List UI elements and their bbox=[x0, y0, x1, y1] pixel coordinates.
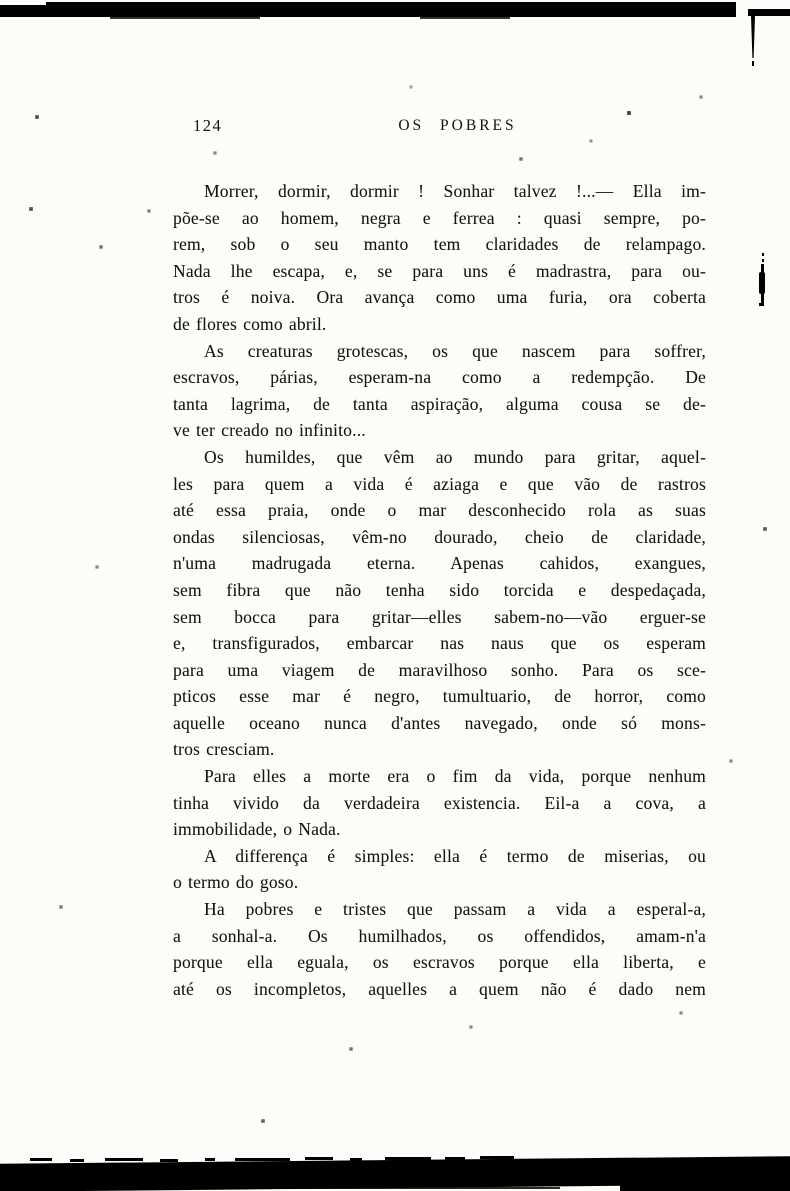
text-line: até essa praia, onde o mar desconhecido rola as suas bbox=[173, 500, 706, 521]
paragraph bbox=[173, 843, 706, 896]
scan-scratch-dash bbox=[350, 1158, 362, 1161]
scan-edge-ragged-mark bbox=[420, 17, 510, 19]
text-line: Para elles a morte era o fim da vida, porque nenhum bbox=[204, 766, 706, 787]
scan-edge-white-notch bbox=[0, 0, 46, 5]
paragraph bbox=[173, 444, 706, 763]
scan-edge-bottom-line bbox=[15, 1187, 560, 1189]
scan-scratch-dash bbox=[235, 1158, 290, 1161]
text-line: a sonhal-a. Os humilhados, os offendidos, amam-n'a bbox=[173, 925, 706, 946]
text-line: n'uma madrugada eterna. Apenas cahidos, exangues, bbox=[173, 553, 706, 574]
text-line: tros é noiva. Ora avança como uma furia, ora coberta bbox=[173, 287, 706, 308]
scan-edge-top-right-dash bbox=[748, 9, 790, 16]
text-line: sem fibra que não tenha sido torcida e despedaçada, bbox=[173, 579, 706, 600]
text-line: As creaturas grotescas, os que nascem para soffrer, bbox=[204, 340, 706, 361]
text-line: e, transfigurados, embarcar nas naus que os esperam bbox=[173, 633, 706, 654]
text-line: rem, sob o seu manto tem claridades de relampago. bbox=[173, 234, 706, 255]
scan-scratch-dash bbox=[30, 1158, 52, 1161]
text-block bbox=[173, 178, 706, 1002]
text-line: A differença é simples: ella é termo de miserias, ou bbox=[204, 845, 706, 866]
text-line: porque ella eguala, os escravos porque ella liberta, e bbox=[173, 952, 706, 973]
text-line: põe-se ao homem, negra e ferrea : quasi sempre, po- bbox=[173, 207, 706, 228]
text-line: ve ter creado no infinito... bbox=[173, 420, 366, 441]
text-line: aquelle oceano nunca d'antes navegado, onde só mons- bbox=[173, 712, 706, 733]
text-line: o termo do goso. bbox=[173, 872, 299, 893]
scan-scratch-dash bbox=[105, 1158, 143, 1161]
scan-scratch-dash bbox=[480, 1156, 514, 1159]
scan-edge-top-band bbox=[0, 2, 736, 17]
page-number: 124 bbox=[193, 116, 223, 135]
scan-noise-specks bbox=[0, 0, 2, 2]
running-head bbox=[0, 116, 790, 138]
scan-edge-ragged-mark bbox=[110, 17, 260, 19]
paragraph bbox=[173, 763, 706, 843]
text-line: Morrer, dormir, dormir ! Sonhar talvez !...— Ella im- bbox=[204, 181, 706, 201]
text-line: pticos esse mar é negro, tumultuario, de horror, como bbox=[173, 686, 706, 707]
text-line: sem bocca para gritar—elles sabem-no—vão erguer-se bbox=[173, 606, 706, 627]
text-line: Nada lhe escapa, e, se para uns é madrastra, para ou- bbox=[173, 260, 706, 281]
margin-ink-mark bbox=[759, 272, 765, 294]
scan-scratch-dash bbox=[205, 1158, 215, 1161]
scan-scratch-dash bbox=[385, 1157, 431, 1160]
margin-ink-mark bbox=[762, 253, 764, 256]
text-line: até os incompletos, aquelles a quem não é dado nem bbox=[173, 978, 706, 999]
text-line: ondas silenciosas, vêm-no dourado, cheio de claridade, bbox=[173, 526, 706, 547]
scan-tear-mark-dot bbox=[752, 61, 754, 66]
paragraph bbox=[173, 338, 706, 444]
text-line: tros cresciam. bbox=[173, 739, 275, 760]
paragraph bbox=[173, 178, 706, 338]
text-line: de flores como abril. bbox=[173, 313, 327, 334]
text-line: escravos, párias, esperam-na como a redempção. De bbox=[173, 367, 706, 388]
text-line: Ha pobres e tristes que passam a vida a esperal-a, bbox=[204, 899, 706, 920]
text-line: immobilidade, o Nada. bbox=[173, 819, 341, 840]
paragraph bbox=[173, 896, 706, 1002]
text-line: para uma viagem de maravilhoso sonho. Para os sce- bbox=[173, 659, 706, 680]
text-line: tanta lagrima, de tanta aspiração, alguma cousa se de- bbox=[173, 393, 706, 414]
scan-tear-mark bbox=[751, 16, 755, 58]
running-title: OS POBRES bbox=[398, 117, 517, 134]
scan-scratch-dash bbox=[70, 1159, 84, 1162]
scan-scratch-dash bbox=[305, 1157, 333, 1160]
scan-scratch-dash bbox=[160, 1159, 178, 1162]
text-line: les para quem a vida é aziaga e que vão de rastros bbox=[173, 473, 706, 494]
scan-scratch-dash bbox=[445, 1157, 465, 1160]
margin-ink-mark bbox=[759, 303, 764, 306]
text-line: tinha vivido da verdadeira existencia. Eil-a a cova, a bbox=[173, 792, 706, 813]
scan-edge-bottom-corner bbox=[620, 1166, 790, 1191]
text-line: Os humildes, que vêm ao mundo para gritar, aquel- bbox=[204, 446, 706, 467]
margin-ink-mark bbox=[762, 259, 764, 262]
